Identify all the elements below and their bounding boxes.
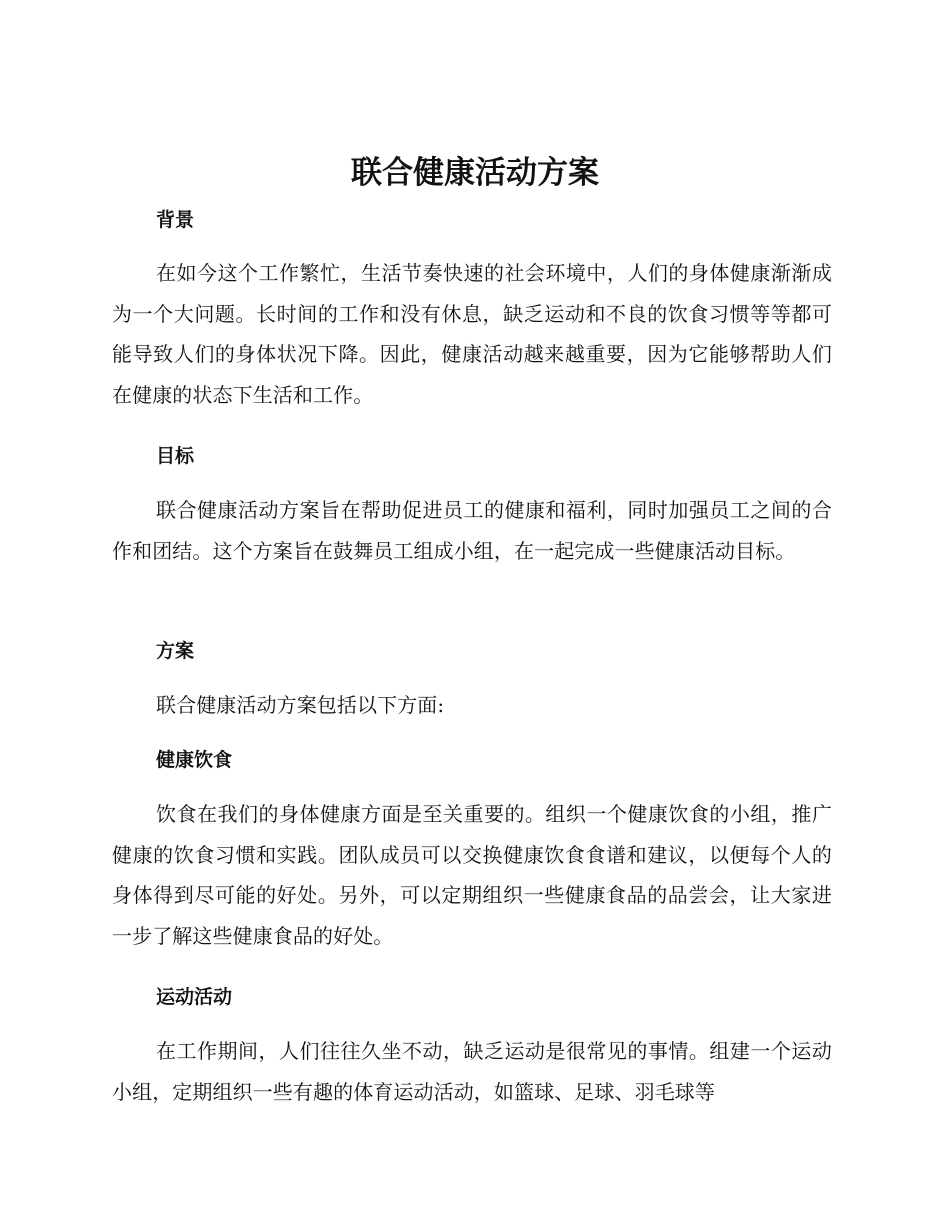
paragraph-diet: 饮食在我们的身体健康方面是至关重要的。组织一个健康饮食的小组，推广健康的饮食习惯和实践。团队成员可以交换健康饮食食谱和建议，以便每个人的身体得到尽可能的好处。另外，可以定期组织一些健康食品的品尝会，让大家进一步了解这些健康食品的好处。 xyxy=(112,802,832,948)
section-heading-plan: 方案 xyxy=(156,640,195,662)
document-title: 联合健康活动方案 xyxy=(351,155,599,191)
paragraph-plan: 联合健康活动方案包括以下方面: xyxy=(156,693,445,717)
paragraph-sport: 在工作期间，人们往往久坐不动，缺乏运动是很常见的事情。组建一个运动小组，定期组织一些有趣的体育运动活动，如篮球、足球、羽毛球等 xyxy=(112,1039,832,1104)
paragraph-goal: 联合健康活动方案旨在帮助促进员工的健康和福利，同时加强员工之间的合作和团结。这个方案旨在鼓舞员工组成小组，在一起完成一些健康活动目标。 xyxy=(112,498,832,563)
section-heading-background: 背景 xyxy=(156,209,195,231)
section-heading-sport: 运动活动 xyxy=(156,986,233,1008)
paragraph-background: 在如今这个工作繁忙，生活节奏快速的社会环境中，人们的身体健康渐渐成为一个大问题。长时间的工作和没有休息，缺乏运动和不良的饮食习惯等等都可能导致人们的身体状况下降。因此，健康活动越来越重要，因为它能够帮助人们在健康的状态下生活和工作。 xyxy=(112,261,832,407)
section-heading-diet: 健康饮食 xyxy=(156,749,233,771)
section-heading-goal: 目标 xyxy=(156,445,195,467)
